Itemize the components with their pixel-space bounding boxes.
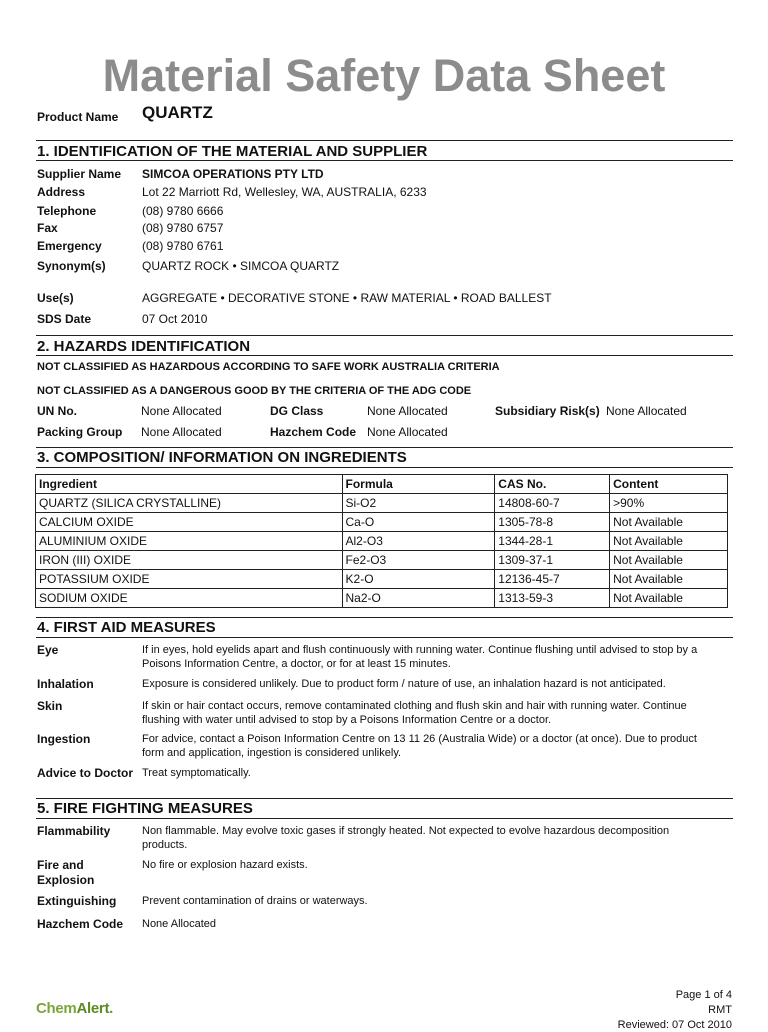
section-3-title: 3. COMPOSITION/ INFORMATION ON INGREDIENTS (37, 449, 407, 466)
inhalation-text: Exposure is considered unlikely. Due to product form / nature of use, an inhalation hazard is not anticipated. (142, 678, 666, 690)
table-row (36, 589, 728, 608)
eye-text-line2: Poisons Information Centre, a doctor, or for at least 15 minutes. (142, 658, 451, 670)
ingredient-cell: IRON (III) OXIDE (36, 551, 343, 570)
logo-part-chem: Chem (36, 1000, 77, 1017)
section-divider (36, 335, 733, 336)
section-divider (36, 637, 733, 638)
chemalert-logo (36, 1000, 113, 1017)
subsidiary-risk-value: None Allocated (606, 404, 687, 418)
section-divider (36, 467, 733, 468)
ingredient-cell: QUARTZ (SILICA CRYSTALLINE) (36, 494, 343, 513)
formula-cell: Fe2-O3 (342, 551, 495, 570)
product-name-value: QUARTZ (142, 103, 213, 122)
ingestion-text-line1: For advice, contact a Poison Information Centre on 13 11 26 (Australia Wide) or a doctor (at once). Due to product (142, 733, 697, 745)
address-value: Lot 22 Marriott Rd, Wellesley, WA, AUSTRALIA, 6233 (142, 185, 427, 199)
dg-class-label: DG Class (270, 404, 324, 418)
un-no-label: UN No. (37, 404, 77, 418)
hazchem-code-label-fire: Hazchem Code (37, 917, 124, 931)
cas-cell: 12136-45-7 (495, 570, 610, 589)
content-cell: Not Available (610, 532, 728, 551)
fax-label: Fax (37, 221, 58, 235)
reviewed-date: Reviewed: 07 Oct 2010 (617, 1019, 732, 1031)
table-row (36, 570, 728, 589)
flammability-text-line2: products. (142, 839, 188, 851)
eye-label: Eye (37, 643, 59, 657)
flammability-text-line1: Non flammable. May evolve toxic gases if strongly heated. Not expected to evolve hazardous decomposition (142, 825, 670, 837)
header-cas-no: CAS No. (495, 475, 610, 494)
section-2-title: 2. HAZARDS IDENTIFICATION (37, 338, 251, 355)
supplier-name-label: Supplier Name (37, 167, 122, 181)
synonyms-label: Synonym(s) (37, 259, 106, 273)
header-content: Content (610, 475, 728, 494)
formula-cell: K2-O (342, 570, 495, 589)
flammability-label: Flammability (37, 824, 111, 838)
cas-cell: 1313-59-3 (495, 589, 610, 608)
un-no-value: None Allocated (141, 404, 222, 418)
header-ingredient: Ingredient (36, 475, 343, 494)
ingestion-text-line2: form and application, ingestion is considered unlikely. (142, 747, 402, 759)
synonyms-value: QUARTZ ROCK • SIMCOA QUARTZ (142, 259, 340, 273)
section-5-title: 5. FIRE FIGHTING MEASURES (37, 800, 253, 817)
ingredient-cell: ALUMINIUM OXIDE (36, 532, 343, 551)
table-header-row (36, 475, 728, 494)
cas-cell: 1305-78-8 (495, 513, 610, 532)
sds-date-label: SDS Date (37, 312, 92, 326)
table-row (36, 513, 728, 532)
telephone-value: (08) 9780 6666 (142, 204, 224, 218)
section-divider (36, 617, 733, 618)
hazchem-code-label: Hazchem Code (270, 425, 357, 439)
dg-class-value: None Allocated (367, 404, 448, 418)
section-divider (36, 355, 733, 356)
extinguishing-label: Extinguishing (37, 894, 117, 908)
dangerous-goods-line: NOT CLASSIFIED AS A DANGEROUS GOOD BY THE CRITERIA OF THE ADG CODE (37, 385, 472, 397)
extinguishing-text: Prevent contamination of drains or waterways. (142, 895, 368, 907)
content-cell: Not Available (610, 513, 728, 532)
fire-explosion-text: No fire or explosion hazard exists. (142, 859, 308, 871)
logo-dot: . (109, 1000, 114, 1017)
section-4-title: 4. FIRST AID MEASURES (37, 619, 216, 636)
skin-label: Skin (37, 699, 63, 713)
advice-to-doctor-text: Treat symptomatically. (142, 767, 251, 779)
formula-cell: Na2-O (342, 589, 495, 608)
formula-cell: Si-O2 (342, 494, 495, 513)
telephone-label: Telephone (37, 204, 97, 218)
ingredient-cell: CALCIUM OXIDE (36, 513, 343, 532)
hazchem-code-value: None Allocated (367, 425, 448, 439)
cas-cell: 1309-37-1 (495, 551, 610, 570)
address-label: Address (37, 185, 86, 199)
emergency-value: (08) 9780 6761 (142, 239, 224, 253)
document-code: RMT (708, 1004, 732, 1016)
packing-group-value: None Allocated (141, 425, 222, 439)
ingredient-cell: POTASSIUM OXIDE (36, 570, 343, 589)
fire-explosion-label-line1: Fire and (37, 858, 84, 872)
header-formula: Formula (342, 475, 495, 494)
eye-text-line1: If in eyes, hold eyelids apart and flush continuously with running water. Continue flushing until advised to stop by a (142, 644, 698, 656)
formula-cell: Al2-O3 (342, 532, 495, 551)
cas-cell: 14808-60-7 (495, 494, 610, 513)
ingredients-table (35, 474, 728, 608)
section-divider (36, 818, 733, 819)
inhalation-label: Inhalation (37, 677, 94, 691)
advice-to-doctor-label: Advice to Doctor (37, 766, 134, 780)
fire-explosion-label-line2: Explosion (37, 873, 95, 887)
uses-label: Use(s) (37, 291, 74, 305)
section-1-title: 1. IDENTIFICATION OF THE MATERIAL AND SUPPLIER (37, 143, 428, 160)
page-number: Page 1 of 4 (675, 989, 732, 1001)
formula-cell: Ca-O (342, 513, 495, 532)
supplier-name-value: SIMCOA OPERATIONS PTY LTD (142, 167, 324, 181)
cas-cell: 1344-28-1 (495, 532, 610, 551)
content-cell: Not Available (610, 570, 728, 589)
fax-value: (08) 9780 6757 (142, 221, 224, 235)
skin-text-line2: flushing with water until advised to stop by a Poisons Information Centre or a doctor. (142, 714, 552, 726)
hazchem-code-value-fire: None Allocated (142, 918, 216, 930)
page-title: Material Safety Data Sheet (102, 50, 666, 101)
section-divider (36, 140, 733, 141)
sds-date-value: 07 Oct 2010 (142, 312, 208, 326)
ingredient-cell: SODIUM OXIDE (36, 589, 343, 608)
table-row (36, 551, 728, 570)
product-name-label: Product Name (37, 110, 119, 124)
section-divider (36, 447, 733, 448)
hazard-classification-line: NOT CLASSIFIED AS HAZARDOUS ACCORDING TO SAFE WORK AUSTRALIA CRITERIA (37, 361, 500, 373)
table-row (36, 532, 728, 551)
emergency-label: Emergency (37, 239, 102, 253)
subsidiary-risk-label: Subsidiary Risk(s) (495, 404, 600, 418)
logo-part-alert: Alert (76, 1000, 110, 1017)
packing-group-label: Packing Group (37, 425, 123, 439)
content-cell: Not Available (610, 589, 728, 608)
skin-text-line1: If skin or hair contact occurs, remove contaminated clothing and flush skin and hair with running water. Continue (142, 700, 687, 712)
section-divider (36, 160, 733, 161)
uses-value: AGGREGATE • DECORATIVE STONE • RAW MATERIAL • ROAD BALLEST (142, 291, 552, 305)
ingestion-label: Ingestion (37, 732, 91, 746)
section-divider (36, 798, 733, 799)
table-row (36, 494, 728, 513)
content-cell: Not Available (610, 551, 728, 570)
content-cell: >90% (610, 494, 728, 513)
